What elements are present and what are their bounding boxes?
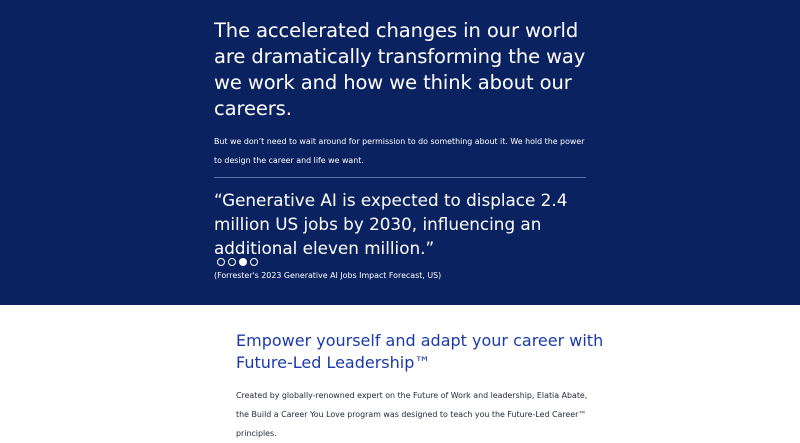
hero-content	[214, 18, 594, 282]
quote-citation: (Forrester's 2023 Generative AI Jobs Impact Forecast, US)	[214, 271, 442, 280]
program-title: Empower yourself and adapt your career with Future-Led Leadership™	[236, 331, 604, 372]
hero-headline: The accelerated changes in our world are dramatically transforming the way we work and how we think about our careers.	[214, 19, 586, 120]
hero-divider	[214, 177, 586, 178]
carousel-dot-3[interactable]	[239, 258, 247, 266]
carousel-dot-1[interactable]	[217, 258, 225, 266]
program-section	[236, 330, 636, 443]
carousel-dots	[217, 258, 258, 266]
carousel-quote: “Generative AI is expected to displace 2.4 million US jobs by 2030, influencing an additional eleven million.”	[214, 190, 568, 258]
carousel-dot-4[interactable]	[250, 258, 258, 266]
program-description: Created by globally-renowned expert on the Future of Work and leadership, Elatia Abate, the Build a Career You Love program was designed to teach you the Future-Led Career™ principles.	[236, 391, 588, 438]
hero-subtext: But we don’t need to wait around for permission to do something about it. We hold the power to design the career and life we want.	[214, 137, 585, 165]
carousel-dot-2[interactable]	[228, 258, 236, 266]
